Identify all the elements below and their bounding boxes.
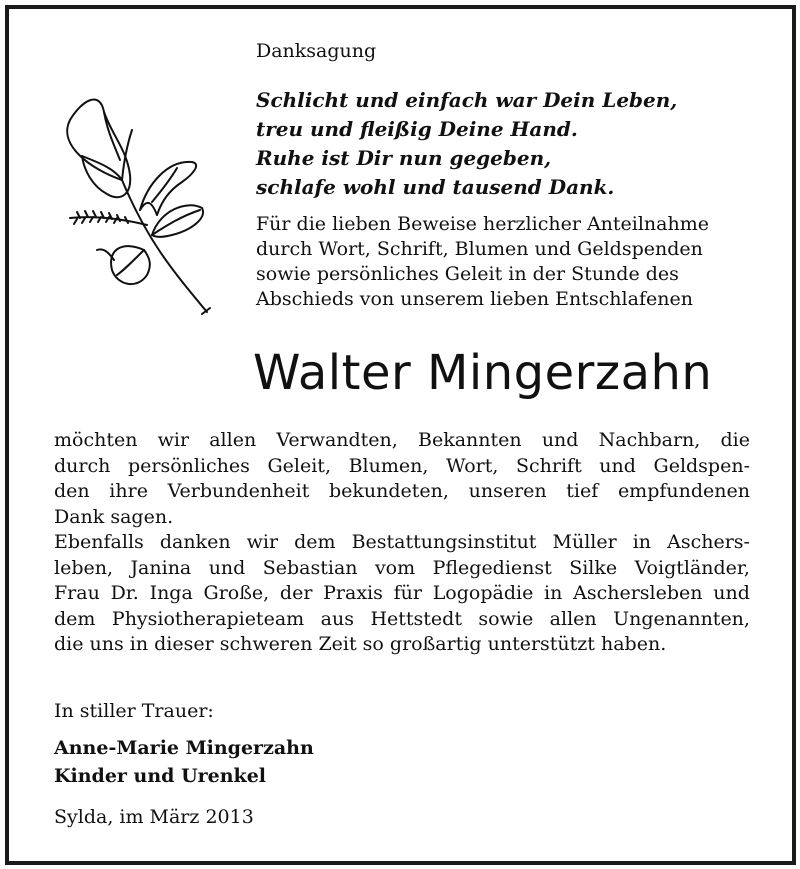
mourning-label: In stiller Trauer: [54,700,214,722]
intro-line: Abschieds von unserem lieben Entschlafenen [256,288,693,310]
body-line: möchten wir allen Verwandten, Bekannten und Nachbarn, die [54,429,750,451]
deceased-name: Walter Mingerzahn [253,345,713,401]
poem-line: Ruhe ist Dir nun gegeben, [256,146,552,170]
place-date: Sylda, im März 2013 [54,806,254,828]
body-line: die uns in dieser schweren Zeit so großartig unterstützt haben. [54,633,667,655]
signers [54,734,314,790]
poem-line: treu und fleißig Deine Hand. [256,117,578,141]
intro-line: sowie persönliches Geleit in der Stunde des [256,263,679,285]
body-line: leben, Janina und Sebastian vom Pflegedienst Silke Voigtländer, [54,556,750,579]
heading-danksagung: Danksagung [256,40,377,62]
signer-name: Anne-Marie Mingerzahn [54,737,314,759]
signer-name: Kinder und Urenkel [54,765,267,787]
body-text [54,428,750,658]
poem-line: Schlicht und einfach war Dein Leben, [256,88,678,112]
body-line: durch persönliches Geleit, Blumen, Wort, Schrift und Geldspen- [54,454,750,477]
poem [256,86,677,202]
intro-line: Für die lieben Beweise herzlicher Anteilnahme [256,213,709,235]
body-line: dem Physiotherapieteam aus Hettstedt sowie allen Ungenannten, [54,607,750,630]
body-line: Dank sagen. [54,505,174,528]
calla-lily-icon [52,90,217,320]
intro-text [256,212,750,312]
intro-line: durch Wort, Schrift, Blumen und Geldspenden [256,238,703,260]
body-line: den ihre Verbundenheit bekundeten, unseren tief empfundenen [54,480,750,502]
body-line: Ebenfalls danken wir dem Bestattungsinstitut Müller in Aschers- [54,531,750,553]
body-line: Frau Dr. Inga Große, der Praxis für Logopädie in Aschersleben und [54,582,750,604]
poem-line: schlafe wohl und tausend Dank. [256,175,615,199]
